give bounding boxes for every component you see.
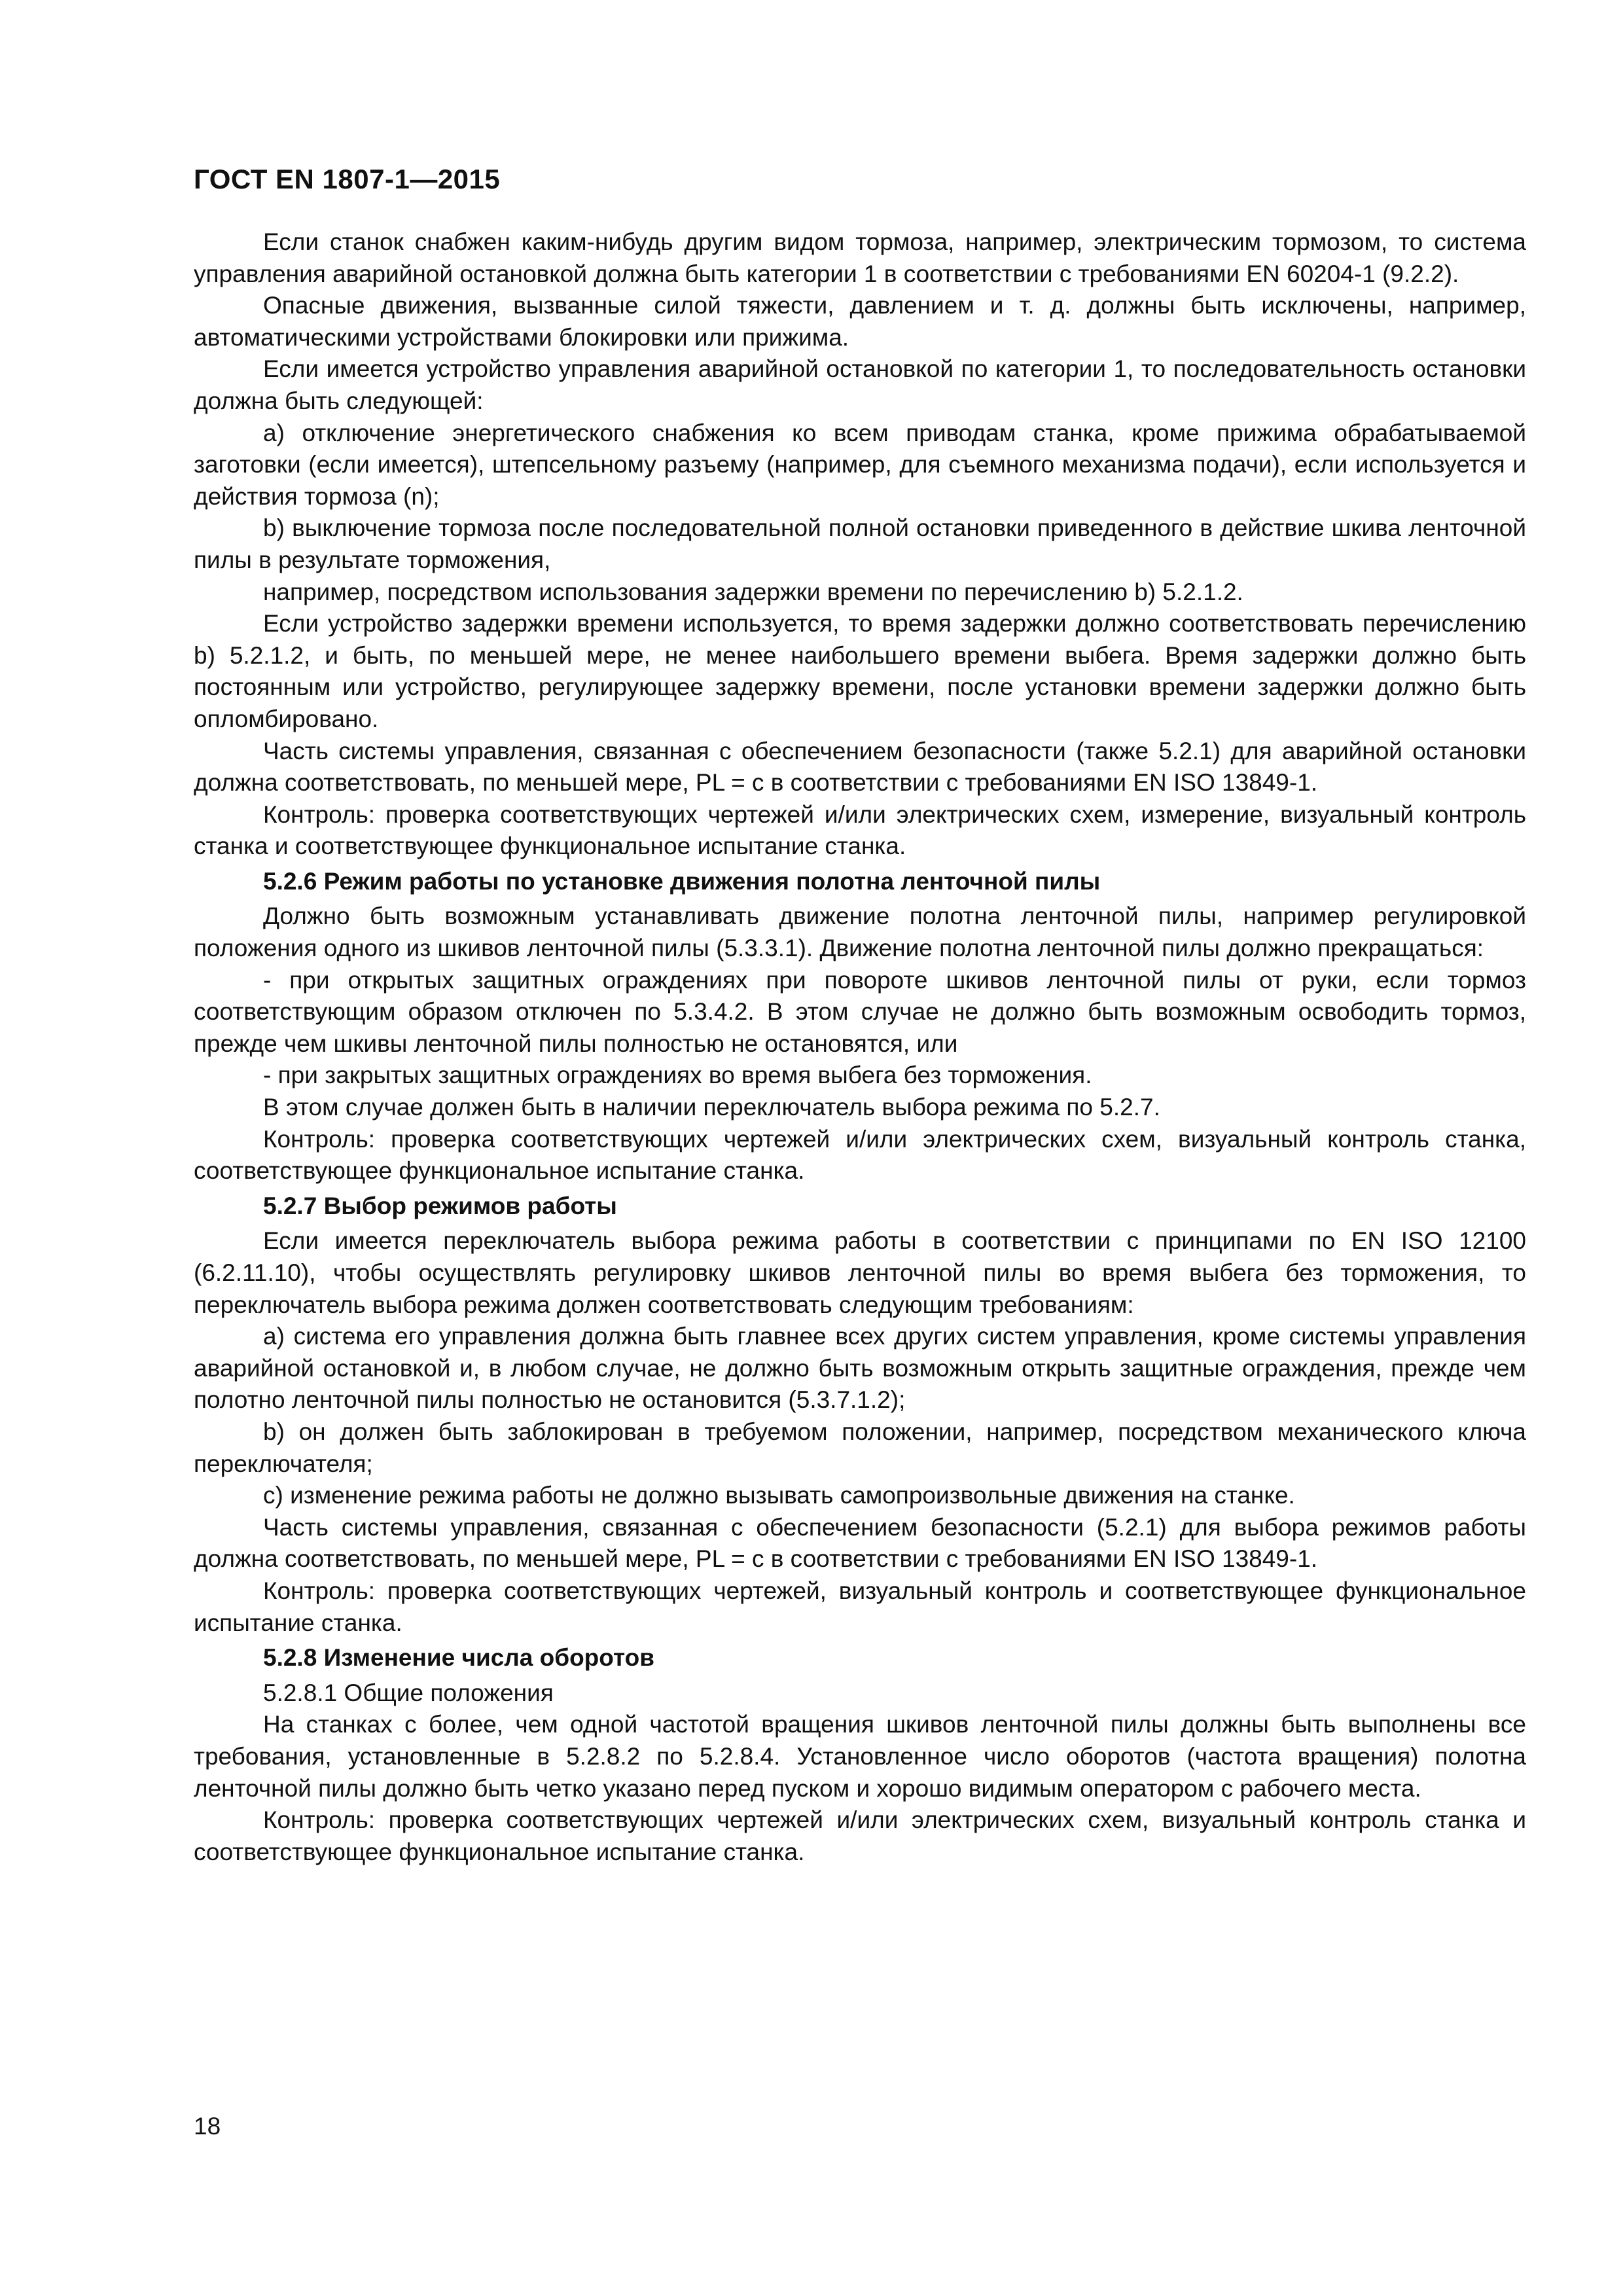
paragraph: b) выключение тормоза после последовательной полной остановки приведенного в действие шкива ленточной пилы в результате торможения, bbox=[194, 514, 1526, 573]
paragraph: Опасные движения, вызванные силой тяжести, давлением и т. д. должны быть исключены, например, автоматическими устройствами блокировки или прижима. bbox=[194, 292, 1526, 351]
paragraph: Контроль: проверка соответствующих чертежей и/или электрических схем, визуальный контроль станка, соответствующее функциональное испытание станка. bbox=[194, 1125, 1526, 1185]
document-header: ГОСТ EN 1807-1—2015 bbox=[194, 164, 501, 194]
paragraph: Если имеется устройство управления аварийной остановкой по категории 1, то последовательность остановки должна быть следующей: bbox=[194, 355, 1526, 414]
paragraph: В этом случае должен быть в наличии переключатель выбора режима по 5.2.7. bbox=[263, 1094, 1160, 1121]
paragraph: Должно быть возможным устанавливать движение полотна ленточной пилы, например регулировкой положения одного из шкивов ленточной пилы (5.3.3.1). Движение полотна ленточной пилы должно прекращаться: bbox=[194, 903, 1526, 962]
paragraph: Если станок снабжен каким-нибудь другим видом тормоза, например, электрическим тормозом, то система управления аварийной остановкой должна быть категории 1 в соответствии с требованиями EN 60204-1 (9.2.2). bbox=[194, 228, 1526, 287]
paragraph: - при открытых защитных ограждениях при повороте шкивов ленточной пилы от руки, если тормоз соответствующим образом отключен по 5.3.4.2. В этом случае не должно быть возможным освободить тормоз, прежде чем шкивы ленточной пилы полностью не остановятся, или bbox=[194, 966, 1526, 1057]
paragraph: Контроль: проверка соответствующих чертежей и/или электрических схем, измерение, визуальный контроль станка и соответствующее функциональное испытание станка. bbox=[194, 800, 1526, 860]
page-number: 18 bbox=[194, 2113, 221, 2140]
subsection-heading: 5.2.8.1 Общие положения bbox=[263, 1679, 554, 1706]
paragraph: Часть системы управления, связанная с обеспечением безопасности (5.2.1) для выбора режимов работы должна соответствовать, по меньшей мере, PL = c в соответствии с требованиями EN ISO 13849-1. bbox=[194, 1513, 1526, 1573]
paragraph: a) отключение энергетического снабжения ко всем приводам станка, кроме прижима обрабатываемой заготовки (если имеется), штепсельному разъему (например, для съемного механизма подачи), если используется и действия тормоза (n); bbox=[194, 419, 1526, 510]
section-heading: 5.2.8 Изменение числа оборотов bbox=[263, 1644, 654, 1672]
paragraph: b) он должен быть заблокирован в требуемом положении, например, посредством механического ключа переключателя; bbox=[194, 1418, 1526, 1477]
paragraph: Если устройство задержки времени используется, то время задержки должно соответствовать перечислению b) 5.2.1.2, и быть, по меньшей мере, не менее наибольшего времени выбега. Время задержки должно быть постоянным или устройство, регулирующее задержку времени, после установки времени задержки должно быть опломбировано. bbox=[194, 610, 1526, 732]
paragraph: На станках с более, чем одной частотой вращения шкивов ленточной пилы должны быть выполнены все требования, установленные в 5.2.8.2 по 5.2.8.4. Установленное число оборотов (частота вращения) полотна ленточной пилы должно быть четко указано перед пуском и хорошо видимым оператором с рабочего места. bbox=[194, 1711, 1526, 1802]
paragraph: a) система его управления должна быть главнее всех других систем управления, кроме системы управления аварийной остановкой и, в любом случае, не должно быть возможным открыть защитные ограждения, прежде чем полотно ленточной пилы полностью не остановится (5.3.7.1.2); bbox=[194, 1323, 1526, 1414]
paragraph: Если имеется переключатель выбора режима работы в соответствии с принципами по EN ISO 12100 (6.2.11.10), чтобы осуществлять регулировку шкивов ленточной пилы во время выбега без торможения, то переключатель выбора режима должен соответствовать следующим требованиям: bbox=[194, 1227, 1526, 1318]
paragraph: Контроль: проверка соответствующих чертежей, визуальный контроль и соответствующее функциональное испытание станка. bbox=[194, 1577, 1526, 1636]
document-body bbox=[194, 226, 1526, 1868]
paragraph: Контроль: проверка соответствующих чертежей и/или электрических схем, визуальный контроль станка и соответствующее функциональное испытание станка. bbox=[194, 1806, 1526, 1865]
paragraph: например, посредством использования задержки времени по перечислению b) 5.2.1.2. bbox=[263, 578, 1243, 605]
paragraph: c) изменение режима работы не должно вызывать самопроизвольные движения на станке. bbox=[263, 1482, 1295, 1509]
paragraph: Часть системы управления, связанная с обеспечением безопасности (также 5.2.1) для аварийной остановки должна соответствовать, по меньшей мере, PL = c в соответствии с требованиями EN ISO 13849-1. bbox=[194, 737, 1526, 797]
paragraph: - при закрытых защитных ограждениях во время выбега без торможения. bbox=[263, 1062, 1092, 1089]
section-heading: 5.2.7 Выбор режимов работы bbox=[263, 1192, 617, 1219]
section-heading: 5.2.6 Режим работы по установке движения полотна ленточной пилы bbox=[263, 867, 1101, 895]
